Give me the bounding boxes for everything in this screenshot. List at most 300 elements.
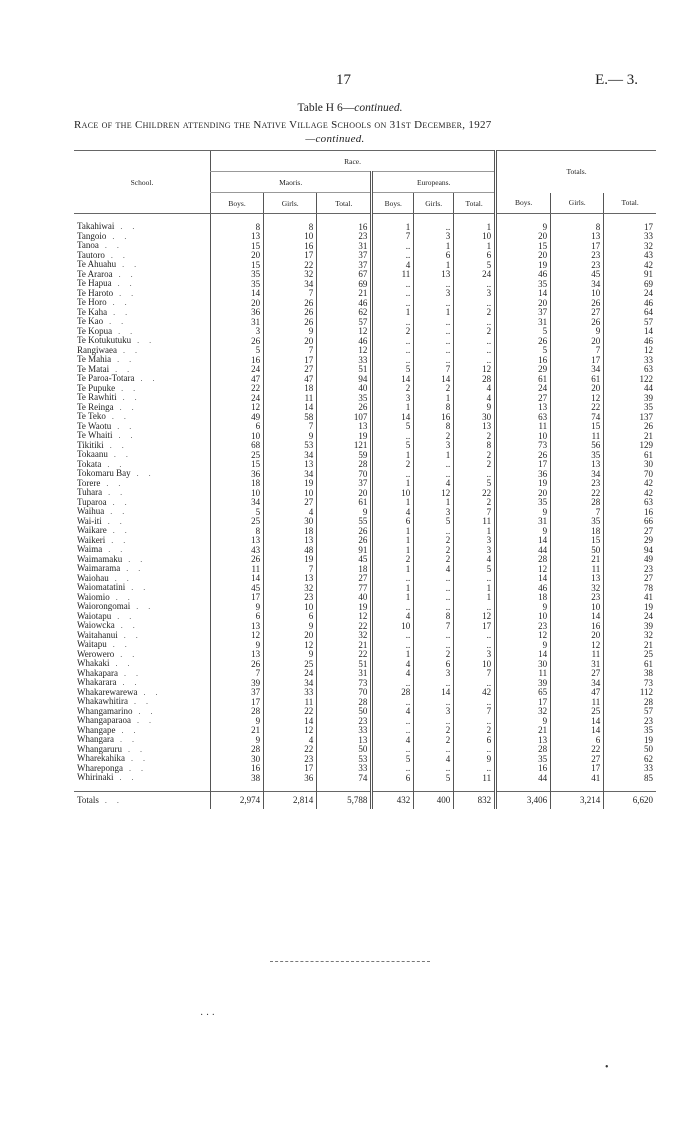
cell-et: 24 (454, 270, 496, 280)
school-name: Te Araroa (77, 268, 113, 279)
cell-et: 1 (454, 593, 496, 603)
cell-eg: 2 (414, 735, 454, 745)
cell-tg: 12 (551, 640, 604, 650)
cell-tg: 18 (551, 526, 604, 536)
cell-mt: 50 (317, 707, 372, 717)
cell-mb: 10 (211, 431, 264, 441)
cell-et: 4 (454, 555, 496, 565)
totals-maori-boys: 2,974 (211, 791, 264, 809)
cell-tt: 63 (604, 365, 656, 375)
cell-tb: 9 (496, 640, 551, 650)
cell-eb: .. (372, 574, 414, 584)
school-name: Te Horo (77, 297, 107, 307)
cell-eg: 2 (414, 650, 454, 660)
cell-eb: 1 (372, 564, 414, 574)
cell-eb: 28 (372, 688, 414, 698)
cell-mg: 24 (264, 669, 317, 679)
table-body (74, 214, 656, 792)
cell-tt: 62 (604, 754, 656, 764)
cell-mb: 12 (211, 403, 264, 413)
school-name: Tangoio (77, 230, 107, 241)
cell-eb: 5 (372, 441, 414, 451)
col-totals: Totals. (496, 151, 656, 193)
leader-dots: . . (112, 269, 137, 279)
cell-tg: 17 (551, 764, 604, 774)
cell-tt: 19 (604, 602, 656, 612)
leader-dots: . . (121, 744, 146, 754)
cell-tt: 63 (604, 498, 656, 508)
cell-mt: 31 (317, 241, 372, 251)
cell-tb: 19 (496, 479, 551, 489)
cell-eb: .. (372, 355, 414, 365)
col-euro-girls: Girls. (414, 193, 454, 214)
cell-tg: 11 (551, 431, 604, 441)
cell-mb: 10 (211, 488, 264, 498)
cell-tg: 9 (551, 327, 604, 337)
cell-tb: 24 (496, 384, 551, 394)
school-name: Te Haroto (77, 287, 114, 298)
school-name: Whakapara (77, 667, 118, 678)
cell-eb: 7 (372, 232, 414, 242)
cell-tg: 20 (551, 384, 604, 394)
cell-mg: 23 (264, 754, 317, 764)
cell-eb: 1 (372, 450, 414, 460)
page-number: 17 (336, 72, 351, 88)
cell-tg: 13 (551, 232, 604, 242)
table-row (74, 327, 656, 337)
cell-tb: 26 (496, 336, 551, 346)
leader-dots: . . (102, 545, 127, 554)
cell-eb: .. (372, 716, 414, 726)
cell-et: 30 (454, 412, 496, 422)
cell-tt: 122 (604, 374, 656, 384)
cell-eb: .. (372, 431, 414, 441)
school-name: Whakarewarewa (77, 686, 138, 697)
cell-eg: 12 (414, 488, 454, 498)
cell-mg: 22 (264, 707, 317, 717)
school-name: Whakarara (77, 677, 117, 687)
cell-et: 5 (454, 479, 496, 489)
cell-mb: 68 (211, 441, 264, 451)
cell-mb: 45 (211, 583, 264, 593)
cell-mg: 22 (264, 745, 317, 755)
cell-mg: 16 (264, 241, 317, 251)
school-name: Te Waotu (77, 420, 112, 431)
leader-dots: . . (101, 459, 126, 469)
cell-tt: 27 (604, 526, 656, 536)
cell-tg: 22 (551, 745, 604, 755)
table-row (74, 536, 656, 546)
leader-dots: . . (114, 621, 139, 630)
leader-dots: . . (130, 602, 155, 611)
school-name: Tuhara (77, 487, 103, 497)
cell-mt: 23 (317, 232, 372, 242)
cell-tg: 23 (551, 479, 604, 489)
table-label-text: Table H 6— (297, 102, 355, 114)
cell-mb: 39 (211, 678, 264, 688)
cell-mb: 25 (211, 517, 264, 527)
cell-eg: 2 (414, 536, 454, 546)
cell-mb: 22 (211, 384, 264, 394)
cell-mt: 26 (317, 536, 372, 546)
leader-dots: . . (104, 507, 129, 516)
cell-et: .. (454, 745, 496, 755)
cell-et: 11 (454, 517, 496, 527)
cell-mt: 21 (317, 289, 372, 299)
cell-mg: 9 (264, 431, 317, 441)
cell-mg: 48 (264, 545, 317, 555)
leader-dots: . . (106, 231, 131, 241)
cell-tg: 34 (551, 365, 604, 375)
school-name: Whirinaki (77, 772, 114, 782)
cell-mb: 37 (211, 688, 264, 698)
cell-mt: 121 (317, 441, 372, 451)
cell-tb: 14 (496, 650, 551, 660)
cell-tb: 9 (496, 507, 551, 517)
cell-mt: 31 (317, 669, 372, 679)
leader-dots: . . (102, 488, 127, 497)
leader-dots: . . (98, 241, 123, 250)
cell-mb: 36 (211, 469, 264, 479)
cell-mb: 16 (211, 355, 264, 365)
cell-mb: 35 (211, 279, 264, 289)
cell-eb: 4 (372, 260, 414, 270)
cell-mg: 6 (264, 612, 317, 622)
leader-dots: . . (105, 412, 130, 421)
cell-mb: 35 (211, 270, 264, 280)
cell-tb: 9 (496, 526, 551, 536)
cell-tt: 24 (604, 612, 656, 622)
cell-tt: 78 (604, 583, 656, 593)
cell-tg: 10 (551, 602, 604, 612)
cell-tt: 33 (604, 232, 656, 242)
leader-dots: . . (116, 345, 141, 355)
school-name: Whareponga (77, 762, 123, 773)
col-race: Race. (211, 151, 496, 172)
table-row (74, 555, 656, 565)
cell-mg: 13 (264, 574, 317, 584)
leader-dots: . . (137, 687, 162, 697)
spacer-row (74, 783, 656, 792)
cell-mg: 13 (264, 536, 317, 546)
cell-tt: 46 (604, 298, 656, 308)
cell-eb: 1 (372, 308, 414, 318)
table-row (74, 251, 656, 261)
cell-tt: 41 (604, 593, 656, 603)
school-name: Te Paroa-Totara (77, 373, 135, 383)
cell-mg: 20 (264, 336, 317, 346)
leader-dots: . . (131, 336, 156, 345)
cell-tg: 27 (551, 669, 604, 679)
cell-tb: 20 (496, 488, 551, 498)
cell-et: .. (454, 336, 496, 346)
cell-mt: 37 (317, 479, 372, 489)
table-row (74, 650, 656, 660)
cell-mg: 18 (264, 526, 317, 536)
cell-et: .. (454, 355, 496, 365)
cell-mg: 7 (264, 346, 317, 356)
cell-eb: .. (372, 289, 414, 299)
cell-tt: 19 (604, 735, 656, 745)
cell-mg: 9 (264, 327, 317, 337)
cell-tb: 28 (496, 745, 551, 755)
cell-eg: 14 (414, 688, 454, 698)
cell-mb: 17 (211, 593, 264, 603)
cell-mb: 15 (211, 241, 264, 251)
table-row (74, 773, 656, 783)
school-name: Wai-iti (77, 515, 102, 526)
school-name: Te Kotukutuku (77, 335, 132, 345)
cell-eb: .. (372, 469, 414, 479)
cell-mg: 7 (264, 564, 317, 574)
school-name: Waiowcka (77, 620, 115, 630)
cell-eg: .. (414, 317, 454, 327)
school-name: Waiorongomai (77, 601, 131, 611)
cell-eg: .. (414, 336, 454, 346)
cell-et: 2 (454, 460, 496, 470)
totals-euro-total: 832 (454, 791, 496, 809)
col-euro-boys: Boys. (372, 193, 414, 214)
cell-eb: 5 (372, 754, 414, 764)
cell-mt: 21 (317, 640, 372, 650)
cell-mb: 6 (211, 612, 264, 622)
cell-eg: 5 (414, 773, 454, 783)
cell-mt: 61 (317, 498, 372, 508)
cell-eg: 2 (414, 384, 454, 394)
cell-mt: 13 (317, 735, 372, 745)
cell-mg: 32 (264, 583, 317, 593)
cell-tt: 42 (604, 488, 656, 498)
school-name: Waimamaku (77, 553, 123, 564)
cell-mg: 19 (264, 479, 317, 489)
cell-tg: 32 (551, 583, 604, 593)
cell-eg: 4 (414, 564, 454, 574)
col-maori-boys: Boys. (211, 193, 264, 214)
cell-mb: 34 (211, 498, 264, 508)
cell-tt: 39 (604, 393, 656, 403)
cell-eg: 8 (414, 403, 454, 413)
cell-mb: 28 (211, 745, 264, 755)
cell-mb: 49 (211, 412, 264, 422)
cell-eg: 4 (414, 754, 454, 764)
cell-mb: 20 (211, 298, 264, 308)
cell-eb: 1 (372, 593, 414, 603)
cell-mg: 19 (264, 555, 317, 565)
cell-tg: 45 (551, 270, 604, 280)
leader-dots: . . (132, 706, 157, 716)
cell-mb: 20 (211, 251, 264, 261)
cell-tg: 34 (551, 678, 604, 688)
cell-mb: 9 (211, 602, 264, 612)
school-name: Te Ahuahu (77, 259, 117, 269)
cell-tb: 9 (496, 222, 551, 232)
cell-mb: 31 (211, 317, 264, 327)
school-name: Werowero (77, 648, 115, 659)
totals-girls: 3,214 (551, 791, 604, 809)
cell-mt: 23 (317, 716, 372, 726)
cell-et: 7 (454, 507, 496, 517)
table-row (74, 384, 656, 394)
cell-mg: 7 (264, 422, 317, 432)
leader-dots: . . (111, 355, 136, 364)
cell-tb: 20 (496, 232, 551, 242)
totals-label-text: Totals (77, 794, 99, 805)
cell-mg: 17 (264, 251, 317, 261)
table-row (74, 726, 656, 736)
cell-mb: 15 (211, 460, 264, 470)
cell-mt: 77 (317, 583, 372, 593)
cell-mg: 17 (264, 764, 317, 774)
cell-tt: 30 (604, 460, 656, 470)
cell-eg: .. (414, 716, 454, 726)
cell-et: .. (454, 678, 496, 688)
cell-tg: 56 (551, 441, 604, 451)
cell-tg: 41 (551, 773, 604, 783)
table-row (74, 232, 656, 242)
cell-eg: 1 (414, 498, 454, 508)
cell-mt: 27 (317, 574, 372, 584)
cell-eg: .. (414, 355, 454, 365)
cell-tt: 33 (604, 355, 656, 365)
cell-eb: 6 (372, 517, 414, 527)
cell-tg: 14 (551, 726, 604, 736)
cell-et: 9 (454, 754, 496, 764)
cell-tg: 20 (551, 336, 604, 346)
cell-tg: 17 (551, 355, 604, 365)
leader-dots: . . (115, 383, 140, 393)
cell-tb: 65 (496, 688, 551, 698)
cell-tg: 27 (551, 754, 604, 764)
cell-et: 2 (454, 498, 496, 508)
cell-mt: 69 (317, 279, 372, 289)
cell-mg: 10 (264, 232, 317, 242)
school-name: Te Matai (77, 363, 110, 374)
cell-et: 28 (454, 374, 496, 384)
cell-tt: 38 (604, 669, 656, 679)
cell-tg: 22 (551, 488, 604, 498)
cell-tt: 39 (604, 621, 656, 631)
cell-mg: 47 (264, 374, 317, 384)
school-name: Whakaki (77, 658, 110, 668)
cell-eb: 1 (372, 526, 414, 536)
cell-eg: .. (414, 602, 454, 612)
cell-mb: 47 (211, 374, 264, 384)
cell-mb: 38 (211, 773, 264, 783)
cell-tg: 50 (551, 545, 604, 555)
cell-mg: 30 (264, 517, 317, 527)
cell-et: .. (454, 574, 496, 584)
cell-mb: 26 (211, 336, 264, 346)
cell-eb: 2 (372, 460, 414, 470)
cell-tt: 112 (604, 688, 656, 698)
cell-tb: 63 (496, 412, 551, 422)
cell-eg: .. (414, 346, 454, 356)
col-euro-total: Total. (454, 193, 496, 214)
cell-tt: 57 (604, 707, 656, 717)
cell-tb: 10 (496, 612, 551, 622)
header-row-race (74, 151, 656, 172)
cell-eb: .. (372, 640, 414, 650)
cell-tb: 39 (496, 678, 551, 688)
cell-tt: 64 (604, 308, 656, 318)
cell-tt: 32 (604, 241, 656, 251)
cell-eg: .. (414, 469, 454, 479)
cell-mg: 10 (264, 602, 317, 612)
table-row (74, 707, 656, 717)
cell-tb: 27 (496, 393, 551, 403)
cell-eb: 10 (372, 621, 414, 631)
cell-mg: 33 (264, 688, 317, 698)
cell-eb: .. (372, 298, 414, 308)
school-name: Waimarama (77, 563, 121, 573)
leader-dots: . . (114, 649, 139, 659)
cell-mt: 28 (317, 697, 372, 707)
cell-eb: 1 (372, 479, 414, 489)
cell-eb: .. (372, 241, 414, 251)
cell-eb: 11 (372, 270, 414, 280)
leader-dots: . . (116, 678, 141, 687)
cell-mt: 40 (317, 384, 372, 394)
leader-dots: . . (130, 716, 155, 725)
cell-mg: 18 (264, 384, 317, 394)
cell-eb: 4 (372, 735, 414, 745)
cell-et: 1 (454, 222, 496, 232)
cell-mg: 27 (264, 498, 317, 508)
cell-tt: 42 (604, 479, 656, 489)
leader-dots: . . (107, 450, 132, 459)
cell-mg: 34 (264, 450, 317, 460)
cell-eg: .. (414, 640, 454, 650)
cell-et: .. (454, 697, 496, 707)
cell-et: 3 (454, 650, 496, 660)
cell-mb: 14 (211, 574, 264, 584)
school-name: Te Mahia (77, 354, 112, 364)
cell-tb: 44 (496, 773, 551, 783)
cell-mt: 53 (317, 754, 372, 764)
cell-eb: .. (372, 697, 414, 707)
school-name: Te Kao (77, 316, 104, 326)
cell-et: 17 (454, 621, 496, 631)
cell-tb: 37 (496, 308, 551, 318)
cell-eg: 1 (414, 241, 454, 251)
cell-tg: 25 (551, 707, 604, 717)
cell-eg: 5 (414, 517, 454, 527)
cell-tg: 35 (551, 517, 604, 527)
speck-mark-right: • (605, 1062, 609, 1073)
heading-line1: Race of the Children attending the Native Village Schools on 31st December, 1927 (74, 119, 492, 131)
cell-tb: 28 (496, 555, 551, 565)
school-name: Te Kaha (77, 306, 108, 317)
cell-eb: 6 (372, 773, 414, 783)
school-name: Te Rawhiti (77, 392, 117, 402)
table-row (74, 745, 656, 755)
cell-et: 3 (454, 536, 496, 546)
cell-tb: 73 (496, 441, 551, 451)
cell-eg: .. (414, 631, 454, 641)
cell-et: 1 (454, 526, 496, 536)
cell-et: 2 (454, 327, 496, 337)
leader-dots: . . (109, 592, 134, 602)
cell-tt: 137 (604, 412, 656, 422)
cell-tb: 46 (496, 270, 551, 280)
cell-eg: .. (414, 745, 454, 755)
cell-mt: 67 (317, 270, 372, 280)
table-heading (74, 118, 656, 146)
cell-tb: 15 (496, 241, 551, 251)
cell-tb: 13 (496, 403, 551, 413)
cell-tt: 21 (604, 431, 656, 441)
cell-mt: 57 (317, 317, 372, 327)
